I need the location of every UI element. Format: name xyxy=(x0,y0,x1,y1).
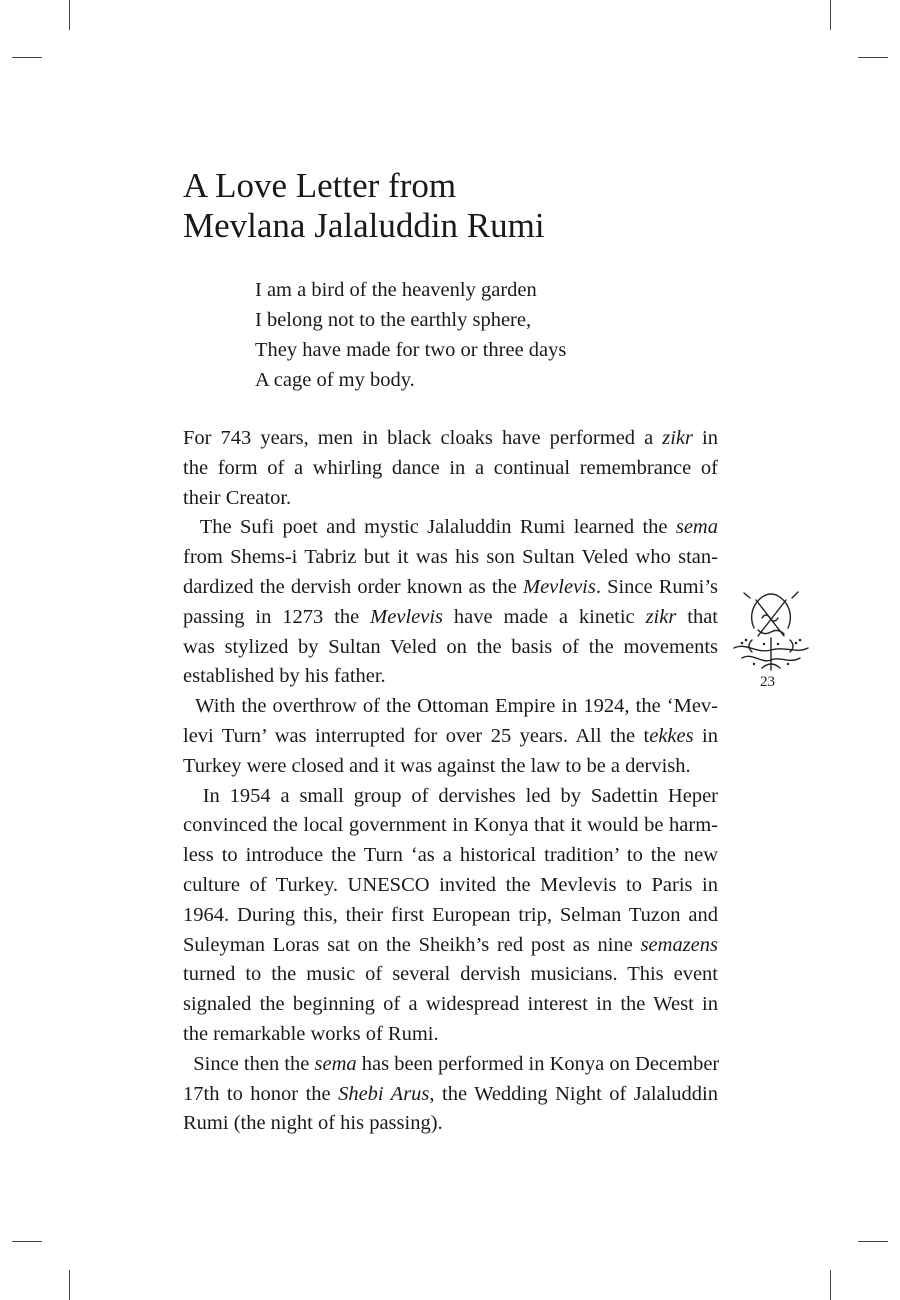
paragraph-line xyxy=(183,1050,718,1080)
page-number: 23 xyxy=(760,674,775,690)
crop-mark xyxy=(69,0,70,30)
crop-mark xyxy=(12,57,42,58)
crop-mark xyxy=(12,1241,42,1242)
text-run: Turkey were closed and it was against the law to be a dervish. xyxy=(183,754,691,777)
text-run: their Creator. xyxy=(183,486,292,509)
text-run: signaled the beginning of a widespread interest in the West in xyxy=(183,993,718,1016)
body-text xyxy=(183,424,718,1139)
page-title-line: Mevlana Jalaluddin Rumi xyxy=(183,206,545,245)
text-run: In 1954 a small group of dervishes led by Sadettin Heper xyxy=(183,784,718,807)
poem-line: I am a bird of the heavenly garden xyxy=(255,279,537,301)
paragraph-line xyxy=(183,662,718,692)
paragraph-line xyxy=(183,931,718,961)
italic-term: ekkes xyxy=(649,724,694,747)
paragraph-line xyxy=(183,901,718,931)
paragraph-line xyxy=(183,484,718,514)
text-run: The Sufi poet and mystic Jalaluddin Rumi learned the xyxy=(183,516,676,539)
text-run: established by his father. xyxy=(183,665,386,688)
text-run: Suleyman Loras sat on the Sheikh’s red post as nine xyxy=(183,933,641,956)
text-run: dardized the dervish order known as the xyxy=(183,575,523,598)
text-run: Rumi (the night of his passing). xyxy=(183,1112,443,1135)
text-run: was stylized by Sultan Veled on the basis of the movements xyxy=(183,635,718,658)
text-run: in xyxy=(693,724,718,747)
paragraph-line xyxy=(183,811,718,841)
poem-line: They have made for two or three days xyxy=(255,339,567,361)
text-run: Since then the xyxy=(183,1052,315,1075)
paragraph-line xyxy=(183,573,718,603)
paragraph-line xyxy=(183,633,718,663)
crop-mark xyxy=(858,57,888,58)
italic-term: sema xyxy=(675,516,718,539)
text-run: convinced the local government in Konya that it would be harm- xyxy=(183,814,718,837)
text-run: 17th to honor the xyxy=(183,1082,339,1105)
text-run: 1964. During this, their first European trip, Selman Tuzon and xyxy=(183,903,718,926)
text-run: have made a kinetic xyxy=(443,605,646,628)
crop-mark xyxy=(830,0,831,30)
paragraph-line xyxy=(183,960,718,990)
text-run: , the Wedding Night of Jalaluddin xyxy=(429,1082,718,1105)
poem-line: I belong not to the earthly sphere, xyxy=(255,309,532,331)
text-run: For 743 years, men in black cloaks have performed a xyxy=(183,427,663,449)
text-run: culture of Turkey. UNESCO invited the Mevlevis to Paris in xyxy=(183,873,718,896)
paragraph-line xyxy=(183,1020,718,1050)
text-run: that xyxy=(676,605,718,628)
text-run: With the overthrow of the Ottoman Empire in 1924, the ‘Mev- xyxy=(183,695,718,718)
paragraph-line xyxy=(183,752,718,782)
text-run: passing in 1273 the xyxy=(183,605,371,628)
italic-term: semazens xyxy=(640,933,718,956)
italic-term: Shebi Arus xyxy=(338,1082,430,1105)
text-run: less to introduce the Turn ‘as a historical tradition’ to the new xyxy=(183,844,718,867)
crop-mark xyxy=(830,1270,831,1300)
paragraph-line xyxy=(183,722,718,752)
paragraph-line xyxy=(183,424,718,454)
italic-term: sema xyxy=(314,1052,357,1075)
paragraph-line xyxy=(183,782,718,812)
paragraph-line xyxy=(183,871,718,901)
italic-term: zikr xyxy=(645,605,677,628)
paragraph-line xyxy=(183,513,718,543)
text-run: from Shems-i Tabriz but it was his son Sultan Veled who stan- xyxy=(183,546,718,569)
text-run: in xyxy=(693,427,718,449)
text-run: the form of a whirling dance in a continual remembrance of xyxy=(183,456,718,479)
text-run: . Since Rumi’s xyxy=(595,575,718,598)
page-title-line: A Love Letter from xyxy=(183,166,457,205)
paragraph-line xyxy=(183,603,718,633)
poem xyxy=(255,275,566,395)
text-run: turned to the music of several dervish musicians. This event xyxy=(183,963,718,986)
paragraph-line xyxy=(183,543,718,573)
paragraph-line xyxy=(183,841,718,871)
calligraphy-ornament-icon xyxy=(732,588,810,672)
paragraph-line xyxy=(183,692,718,722)
crop-mark xyxy=(858,1241,888,1242)
paragraph-line xyxy=(183,1109,718,1139)
italic-term: Mevlevis xyxy=(370,605,444,628)
paragraph-line xyxy=(183,990,718,1020)
text-run: has been performed in Konya on December xyxy=(356,1052,720,1075)
text-run: levi Turn’ was interrupted for over 25 years. All the t xyxy=(183,724,650,747)
text-run: the remarkable works of Rumi. xyxy=(183,1022,439,1045)
page-title xyxy=(183,166,545,246)
poem-line: A cage of my body. xyxy=(255,369,415,391)
italic-term: Mevlevis xyxy=(523,575,596,598)
italic-term: zikr xyxy=(662,427,693,449)
paragraph-line xyxy=(183,1080,718,1110)
crop-mark xyxy=(69,1270,70,1300)
paragraph-line xyxy=(183,454,718,484)
